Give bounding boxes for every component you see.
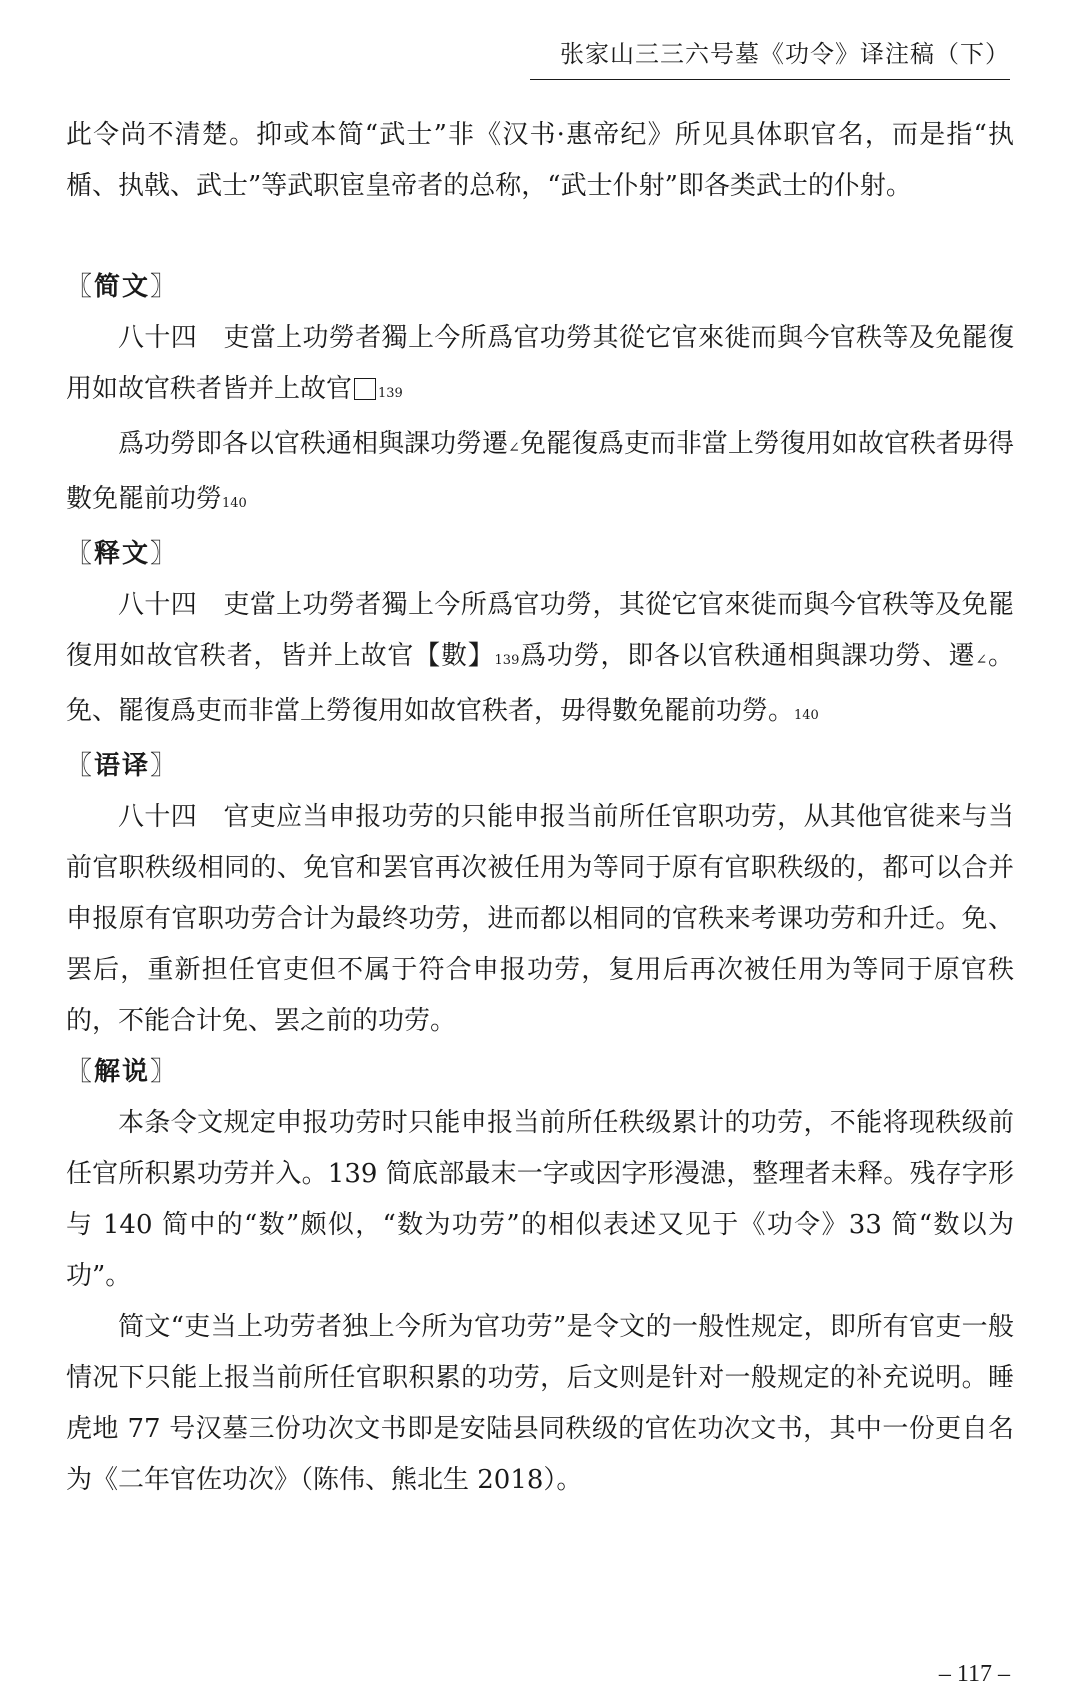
jianwen-text: 八十四 吏當上功勞者獨上今所爲官功勞其從它官來徙而與今官秩等及免罷復用如故官秩者皆并上故官 — [66, 323, 1014, 404]
jianwen-paragraph-2 — [66, 419, 1014, 529]
slip-number: 140 — [794, 708, 819, 723]
section-heading-yuyi — [66, 741, 1014, 792]
missing-character-box — [354, 378, 376, 400]
heading-bracket-open: 〖 — [66, 272, 95, 302]
running-header — [530, 34, 1010, 80]
heading-bracket-open: 〖 — [66, 539, 95, 569]
heading-label: 简文 — [94, 272, 151, 302]
section-heading-jieshuo — [66, 1047, 1014, 1098]
shiwen-paragraph — [66, 580, 1014, 741]
yuyi-paragraph: 八十四 官吏应当申报功劳的只能申报当前所任官职功劳，从其他官徙来与当前官职秩级相同的、免官和罢官再次被任用为等同于原有官职秩级的，都可以合并申报原有官职功劳合计为最终功劳，进而都以相同的官秩来考课功劳和升迁。免、罢后，重新担任官吏但不属于符合申报功劳，复用后再次被任用为等同于原官秩的，不能合计免、罢之前的功劳。 — [66, 802, 1014, 1036]
repeat-mark: ∠ — [508, 440, 520, 456]
shiwen-text: 。免、罷復爲吏而非當上勞復用如故官秩者，毋得數免罷前功勞。 — [66, 641, 1014, 726]
jieshuo-paragraph-2: 简文“吏当上功劳者独上今所为官功劳”是令文的一般性规定，即所有官吏一般情况下只能上报当前所任官职积累的功劳，后文则是针对一般规定的补充说明。睡虎地 77 号汉墓三份功次文书即是安陆县同秩级的官佐功次文书，其中一份更自名为《二年官佐功次》（陈伟、熊北生 2018）。 — [66, 1312, 1014, 1495]
shiwen-text: 爲功勞，即各以官秩通相與課功勞、遷 — [519, 641, 976, 671]
section-gap — [66, 212, 1014, 262]
heading-label: 解说 — [94, 1057, 151, 1087]
slip-number: 139 — [494, 653, 520, 668]
heading-label: 语译 — [94, 751, 151, 781]
heading-bracket-close: 〗 — [150, 539, 179, 569]
heading-label: 释文 — [94, 539, 151, 569]
intro-paragraph: 此令尚不清楚。抑或本简“武士”非《汉书·惠帝纪》所见具体职官名，而是指“执楯、执戟、武士”等武职宦皇帝者的总称，“武士仆射”即各类武士的仆射。 — [66, 120, 1014, 201]
shiwen-text: 八十四 吏當上功勞者獨上今所爲官功勞，其從它官來徙而與今官秩等及免罷復用如故官秩者，皆并上故官【數】 — [66, 590, 1014, 671]
running-header-title: 张家山三三六号墓《功令》译注稿（下） — [560, 40, 1010, 68]
heading-bracket-close: 〗 — [150, 751, 179, 781]
jianwen-paragraph-1 — [66, 313, 1014, 419]
heading-bracket-close: 〗 — [150, 1057, 179, 1087]
heading-bracket-close: 〗 — [150, 272, 179, 302]
jianwen-text: 免罷復爲吏而非當上勞復用如故官秩者毋得數免罷前功勞 — [66, 429, 1014, 514]
jieshuo-paragraph-1: 本条令文规定申报功劳时只能申报当前所任秩级累计的功劳，不能将现秩级前任官所积累功劳并入。139 简底部最末一字或因字形漫漶，整理者未释。残存字形与 140 简中的“数”颇似，“数为功劳”的相似表述又见于《功令》33 简“数以为功”。 — [66, 1108, 1014, 1291]
slip-number: 140 — [222, 496, 247, 511]
section-heading-jianwen — [66, 262, 1014, 313]
slip-number: 139 — [378, 386, 403, 401]
repeat-mark: ∠ — [975, 652, 988, 668]
heading-bracket-open: 〖 — [66, 751, 95, 781]
page-body — [66, 110, 1014, 1506]
heading-bracket-open: 〖 — [66, 1057, 95, 1087]
jianwen-text: 爲功勞即各以官秩通相與課功勞遷 — [118, 429, 509, 459]
page-number: – 117 – — [938, 1661, 1010, 1687]
section-heading-shiwen — [66, 529, 1014, 580]
